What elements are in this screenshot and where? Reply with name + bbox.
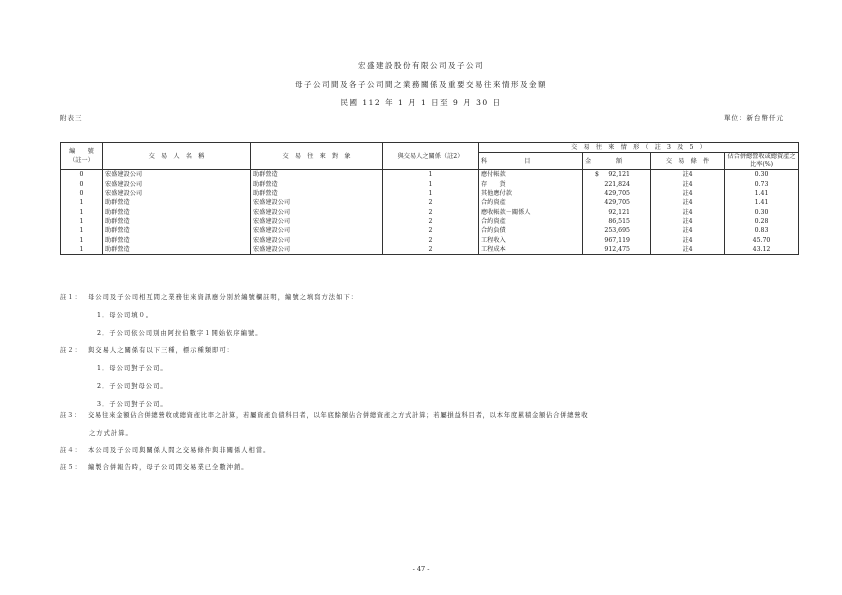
cell-counterparty: 助群營造: [251, 180, 383, 189]
note-1-a: 1．母公司填０。: [97, 312, 154, 319]
cell-terms: 註4: [651, 170, 725, 180]
cell-ratio: 43.12: [725, 245, 799, 255]
transactions-table: [60, 142, 799, 255]
table-row: [61, 217, 799, 226]
cell-ratio: 1.41: [725, 189, 799, 198]
cell-account: 合約資產: [479, 217, 583, 226]
report-title: 母子公司間及各子公司間之業務關係及重要交易往來情形及金額: [295, 80, 547, 89]
cell-relation: 2: [383, 226, 479, 235]
cell-number: 0: [61, 189, 103, 198]
cell-amount-value: 912,475: [604, 245, 630, 253]
cell-amount-value: 92,121: [608, 208, 630, 216]
cell-relation: 2: [383, 217, 479, 226]
cell-relation: 1: [383, 170, 479, 180]
cell-counterparty: 助群營造: [251, 170, 383, 180]
cell-trader: 宏盛建設公司: [103, 170, 251, 180]
cell-relation: 2: [383, 235, 479, 244]
cell-amount-value: 221,824: [604, 180, 630, 188]
header-transaction-group: 交 易 往 來 情 形 （ 註 3 及 5 ）: [479, 143, 799, 153]
cell-account: 工程成本: [479, 245, 583, 255]
header-account: 科 目: [479, 153, 583, 170]
note-2: 註２： 與交易人之關係有以下三種，標示種類即可：: [60, 347, 234, 354]
table-row: [61, 207, 799, 216]
cell-terms: 註4: [651, 198, 725, 207]
cell-ratio: 1.41: [725, 198, 799, 207]
cell-amount: [583, 226, 651, 235]
cell-amount: [583, 170, 651, 180]
cell-account: 合約資產: [479, 198, 583, 207]
note-2-b: 2．子公司對母公司。: [97, 383, 168, 390]
cell-trader: 助群營造: [103, 198, 251, 207]
cell-ratio: 0.30: [725, 170, 799, 180]
table-row: [61, 170, 799, 180]
cell-trader: 助群營造: [103, 226, 251, 235]
cell-account: 存 貨: [479, 180, 583, 189]
cell-number: 1: [61, 235, 103, 244]
cell-number: 1: [61, 226, 103, 235]
cell-relation: 2: [383, 207, 479, 216]
cell-trader: 助群營造: [103, 245, 251, 255]
cell-amount: [583, 207, 651, 216]
cell-account: 其他應付款: [479, 189, 583, 198]
cell-account: 應收帳款－關係人: [479, 207, 583, 216]
header-number: 編 號 （註一）: [61, 143, 103, 170]
cell-ratio: 0.73: [725, 180, 799, 189]
cell-amount-value: 92,121: [608, 171, 630, 179]
cell-relation: 2: [383, 198, 479, 207]
cell-number: 1: [61, 245, 103, 255]
table-row: [61, 235, 799, 244]
cell-relation: 1: [383, 189, 479, 198]
header-ratio: 佔合併總營收或總資產之比率(%): [725, 153, 799, 170]
cell-trader: 宏盛建設公司: [103, 189, 251, 198]
cell-amount: [583, 189, 651, 198]
header-counterparty: 交 易 往 來 對 象: [251, 143, 383, 170]
note-4: 註４： 本公司及子公司與關係人間之交易條件與非關係人相當。: [60, 447, 271, 454]
cell-ratio: 0.83: [725, 226, 799, 235]
cell-amount-value: 967,119: [604, 236, 630, 244]
cell-terms: 註4: [651, 180, 725, 189]
header-terms: 交 易 條 件: [651, 153, 725, 170]
cell-number: 0: [61, 180, 103, 189]
cell-counterparty: 宏盛建設公司: [251, 198, 383, 207]
cell-counterparty: 宏盛建設公司: [251, 235, 383, 244]
report-period: 民國 112 年 1 月 1 日至 9 月 30 日: [340, 98, 502, 107]
cell-ratio: 0.30: [725, 207, 799, 216]
note-1-b: 2．子公司依公司別由阿拉伯數字１開始依序編號。: [97, 330, 263, 337]
cell-counterparty: 宏盛建設公司: [251, 226, 383, 235]
note-2-a: 1．母公司對子公司。: [97, 365, 168, 372]
table-row: [61, 189, 799, 198]
cell-amount-value: 429,705: [604, 190, 630, 198]
cell-number: 1: [61, 217, 103, 226]
cell-amount-value: 429,705: [604, 199, 630, 207]
company-title: 宏盛建設股份有限公司及子公司: [358, 61, 484, 70]
cell-terms: 註4: [651, 207, 725, 216]
cell-terms: 註4: [651, 245, 725, 255]
cell-amount: [583, 180, 651, 189]
cell-amount: [583, 217, 651, 226]
table-row: [61, 226, 799, 235]
table-row: [61, 245, 799, 255]
page-number: - 47 -: [412, 565, 430, 573]
appendix-label: 附表三: [60, 114, 83, 122]
cell-account: 應付帳款: [479, 170, 583, 180]
cell-account: 工程收入: [479, 235, 583, 244]
cell-amount: [583, 245, 651, 255]
note-5: 註５： 編製合併報告時，母子公司間交易業已全數沖銷。: [60, 464, 249, 471]
table-row: [61, 198, 799, 207]
cell-trader: 助群營造: [103, 217, 251, 226]
cell-amount: [583, 198, 651, 207]
cell-counterparty: 宏盛建設公司: [251, 207, 383, 216]
note-1: 註１： 母公司及子公司相互間之業務往來資訊應分別於編號欄註明，編號之填寫方法如下：: [60, 294, 358, 301]
cell-ratio: 45.70: [725, 235, 799, 244]
cell-amount: [583, 235, 651, 244]
cell-amount-value: 86,515: [608, 217, 630, 225]
cell-counterparty: 宏盛建設公司: [251, 245, 383, 255]
cell-trader: 宏盛建設公司: [103, 180, 251, 189]
cell-trader: 助群營造: [103, 207, 251, 216]
cell-terms: 註4: [651, 226, 725, 235]
cell-terms: 註4: [651, 217, 725, 226]
cell-account: 合約負債: [479, 226, 583, 235]
cell-counterparty: 宏盛建設公司: [251, 217, 383, 226]
cell-relation: 2: [383, 245, 479, 255]
currency-unit: 單位：新台幣仟元: [724, 114, 784, 122]
cell-ratio: 0.28: [725, 217, 799, 226]
cell-relation: 1: [383, 180, 479, 189]
table-row: [61, 180, 799, 189]
cell-trader: 助群營造: [103, 235, 251, 244]
cell-counterparty: 助群營造: [251, 189, 383, 198]
header-amount: 金 額: [583, 153, 651, 170]
cell-number: 1: [61, 207, 103, 216]
cell-currency: $: [595, 171, 599, 179]
note-3: 註３： 交易往來金額佔合併總營收或總資產比率之計算，若屬資產負債科目者，以年底餘額佔合併總資產之方式計算；若屬損益科目者，以本年度累積金額佔合併總營收: [60, 412, 589, 419]
cell-number: 1: [61, 198, 103, 207]
header-relation: 與交易人之關係（註2）: [383, 143, 479, 170]
note-2-c: 3．子公司對子公司。: [97, 401, 168, 408]
cell-number: 0: [61, 170, 103, 180]
cell-terms: 註4: [651, 235, 725, 244]
header-trader: 交 易 人 名 稱: [103, 143, 251, 170]
cell-amount-value: 253,695: [604, 227, 630, 235]
note-3-continuation: 之方式計算。: [89, 430, 133, 437]
cell-terms: 註4: [651, 189, 725, 198]
